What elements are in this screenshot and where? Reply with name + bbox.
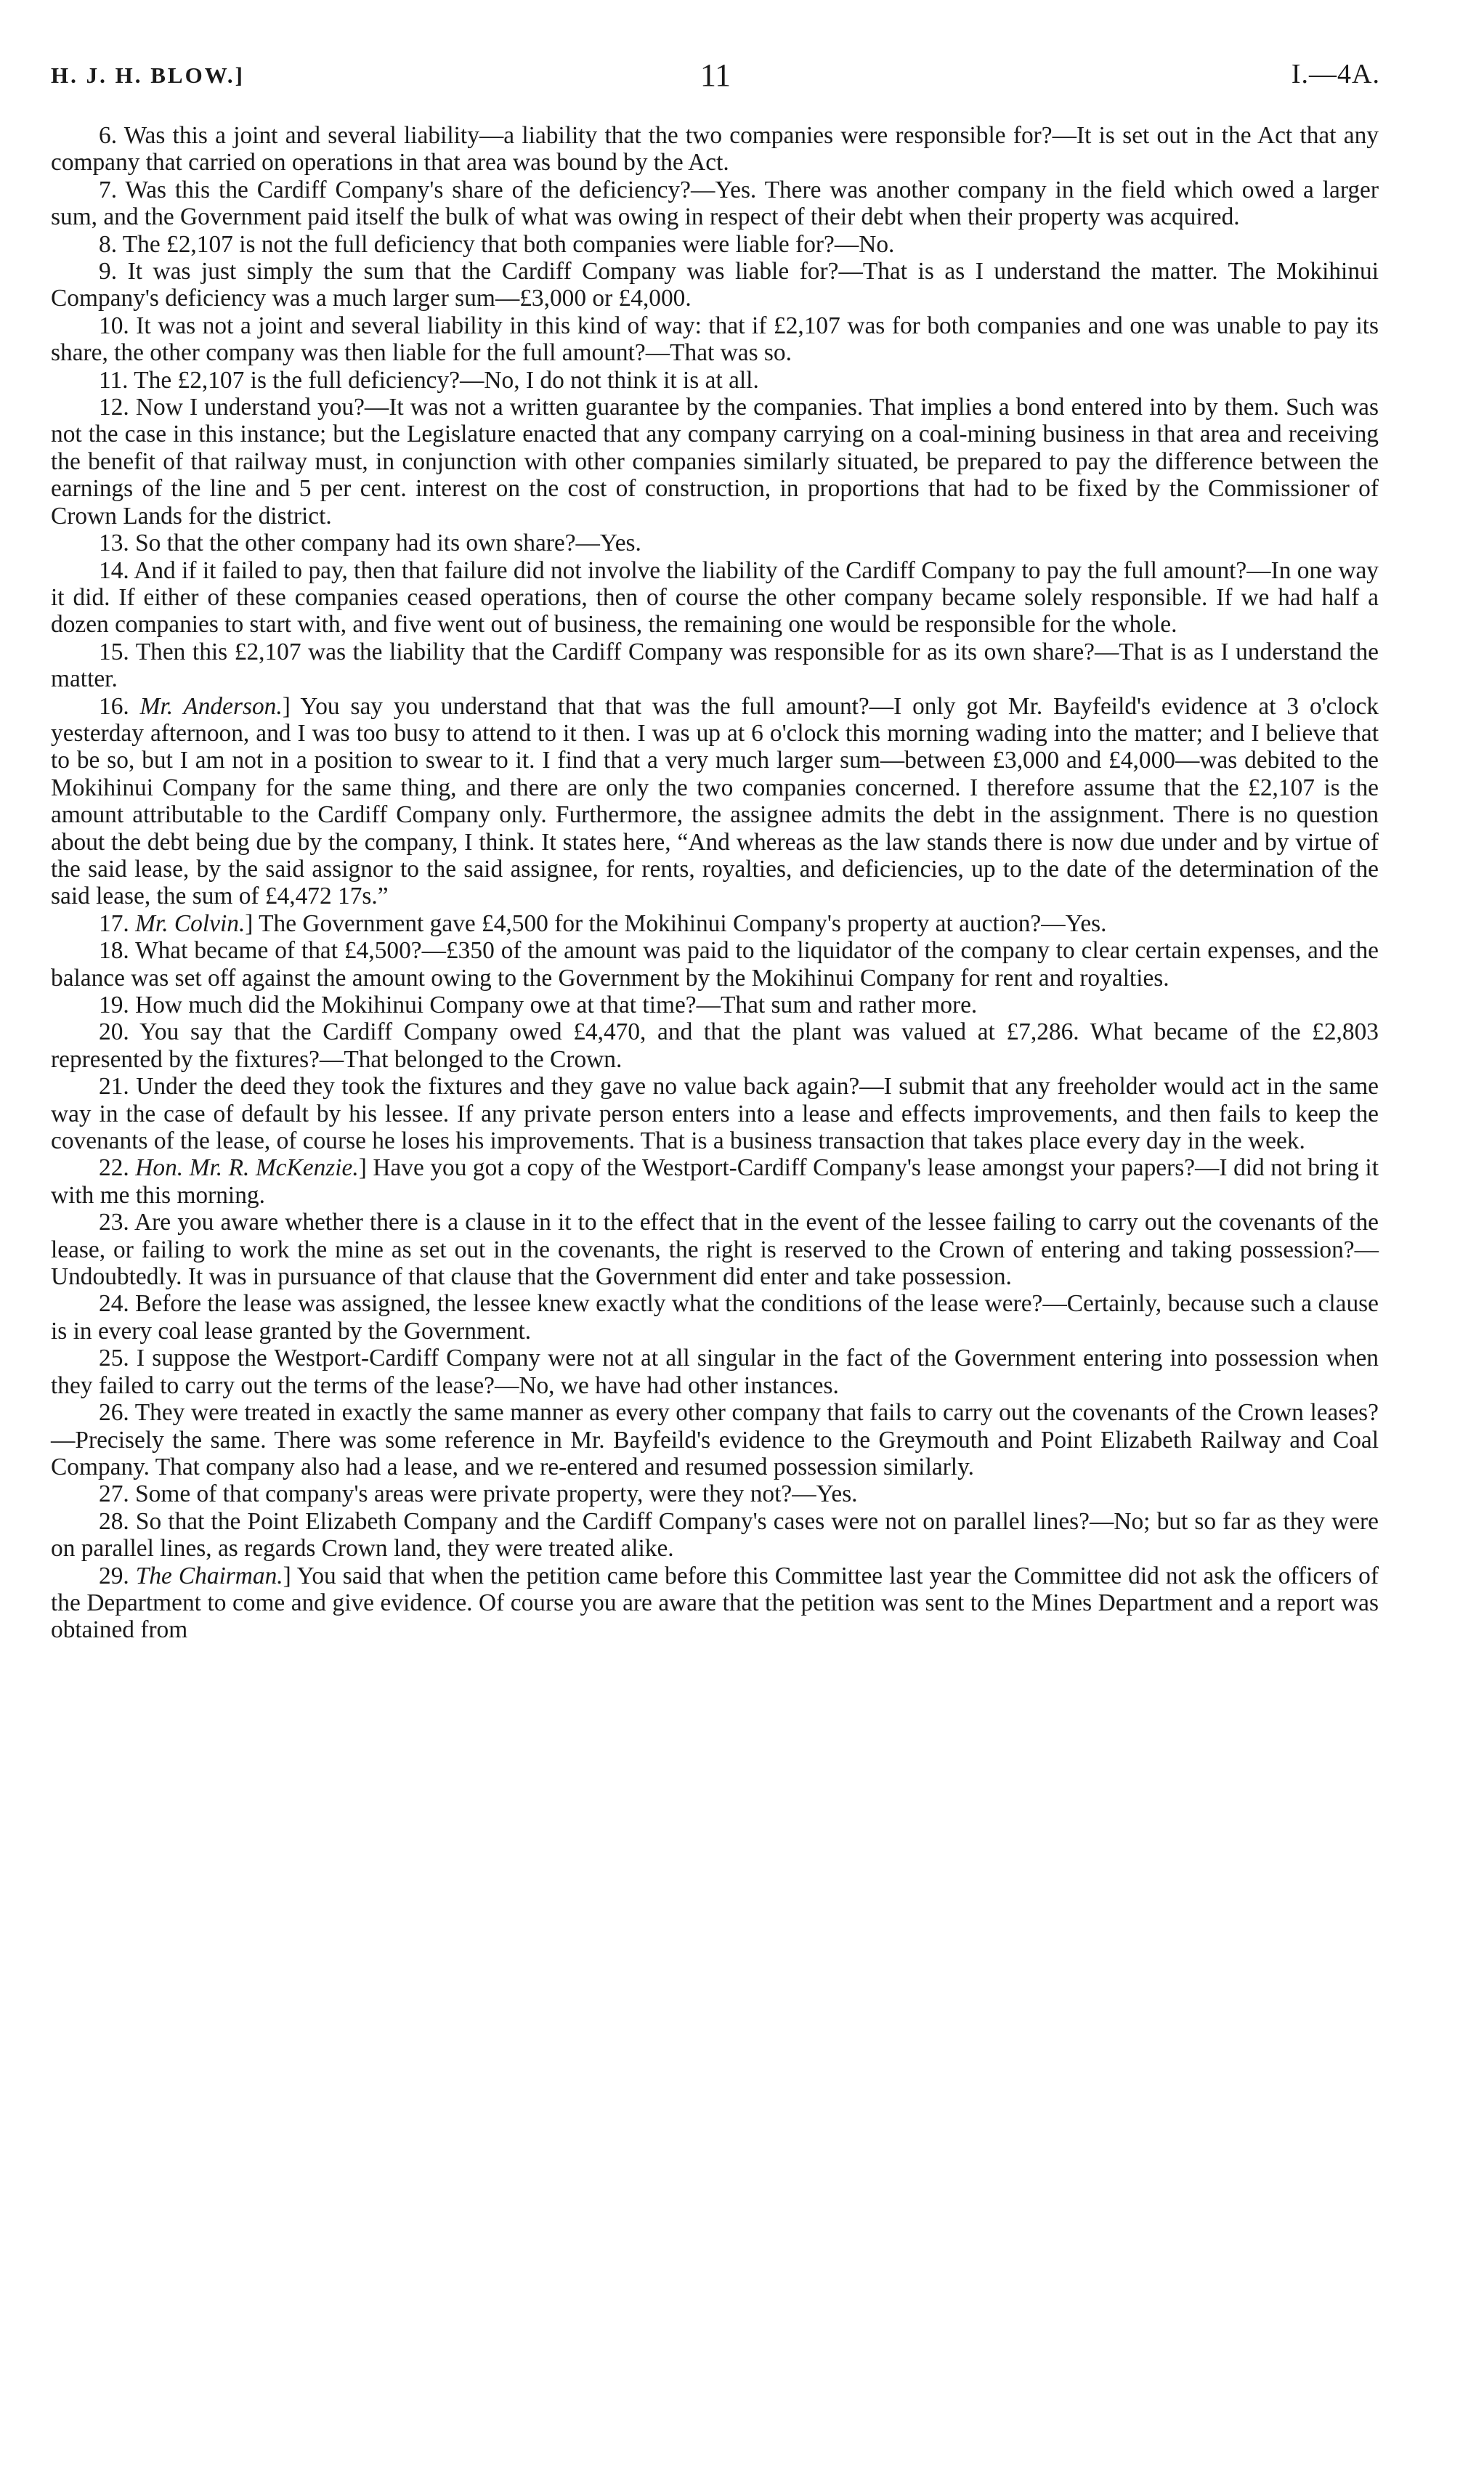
speaker-name: Hon. Mr. R. McKenzie.	[135, 1154, 359, 1182]
paragraph-23: 23. Are you aware whether there is a clause in it to the effect that in the event of the lessee failing to carry out the covenants of the lease, or failing to work the mine as set out in the covenants, the right is reserved to the Crown of entering and taking possession?—Undoubtedly. It was in pursuance of that clause that the Government did enter and take possession.	[51, 1209, 1379, 1291]
paragraph-text: ] The Government gave £4,500 for the Mokihinui Company's property at auction?—Yes.	[245, 909, 1107, 937]
evidence-body	[51, 122, 1379, 1644]
paragraph-12: 12. Now I understand you?—It was not a written guarantee by the companies. That implies a bond entered into by them. Such was not the case in this instance; but the Legislature enacted that any company carrying on a coal-mining business in that area and receiving the benefit of that railway must, in conjunction with other companies similarly situated, be prepared to pay the difference between the earnings of the line and 5 per cent. interest on the cost of construction, in proportions that had to be fixed by the Commissioner of Crown Lands for the district.	[51, 394, 1379, 530]
paragraph-27: 27. Some of that company's areas were private property, were they not?—Yes.	[99, 1480, 858, 1508]
speaker-name: Mr. Colvin.	[135, 909, 246, 937]
paragraph-20: 20. You say that the Cardiff Company owed £4,470, and that the plant was valued at £7,286. What became of the £2,803 represented by the fixtures?—That belonged to the Crown.	[51, 1018, 1379, 1073]
paragraph-18: 18. What became of that £4,500?—£350 of the amount was paid to the liquidator of the company to clear certain expenses, and the balance was set off against the amount owing to the Government by the Mokihinui Company for rent and royalties.	[51, 937, 1379, 992]
paragraph-13: 13. So that the other company had its own share?—Yes.	[99, 530, 641, 557]
document-reference: I.—4A.	[1291, 59, 1380, 89]
paragraph-22	[51, 1154, 1379, 1209]
speaker-name: The Chairman.	[135, 1562, 283, 1589]
paragraph-10: 10. It was not a joint and several liability in this kind of way: that if £2,107 was for both companies and one was unable to pay its share, the other company was then liable for the full amount?—That was so.	[51, 312, 1379, 367]
question-number: 17.	[99, 909, 129, 937]
paragraph-15: 15. Then this £2,107 was the liability that the Cardiff Company was responsible for as its own share?—That is as I understand the matter.	[51, 638, 1379, 693]
question-number: 22.	[99, 1154, 129, 1182]
paragraph-8: 8. The £2,107 is not the full deficiency that both companies were liable for?—No.	[99, 230, 895, 258]
paragraph-11: 11. The £2,107 is the full deficiency?—No, I do not think it is at all.	[99, 366, 759, 394]
paragraph-text: ] You said that when the petition came before this Committee last year the Committee did not ask the officers of the Department to come and give evidence. Of course you are aware that the petition was sent to the Mines Department and a report was obtained from	[51, 1562, 1379, 1644]
paragraph-21: 21. Under the deed they took the fixtures and they gave no value back again?—I submit that any freeholder would act in the same way in the case of default by his lessee. If any private person enters into a lease and effects improvements, and then fails to keep the covenants of the lease, of course he loses his improvements. That is a business transaction that takes place every day in the week.	[51, 1073, 1379, 1155]
paragraph-28: 28. So that the Point Elizabeth Company and the Cardiff Company's cases were not on parallel lines?—No; but so far as they were on parallel lines, as regards Crown land, they were treated alike.	[51, 1507, 1379, 1563]
paragraph-26: 26. They were treated in exactly the same manner as every other company that fails to carry out the covenants of the Crown leases?—Precisely the same. There was some reference in Mr. Bayfeild's evidence to the Greymouth and Point Elizabeth Railway and Coal Company. That company also had a lease, and we re-entered and resumed possession similarly.	[51, 1399, 1379, 1480]
page-number: 11	[700, 57, 731, 93]
paragraph-6: 6. Was this a joint and several liability—a liability that the two companies were responsible for?—It is set out in the Act that any company that carried on operations in that area was bound by the Act.	[51, 122, 1379, 177]
paragraph-text: ] Have you got a copy of the Westport-Cardiff Company's lease amongst your papers?—I did not bring it with me this morning.	[51, 1154, 1379, 1209]
paragraph-29	[51, 1563, 1379, 1644]
question-number: 29.	[99, 1562, 129, 1589]
question-number: 16.	[99, 692, 129, 720]
paragraph-text: ] You say you understand that that was the full amount?—I only got Mr. Bayfeild's evidence at 3 o'clock yesterday afternoon, and I was too busy to attend to it then. I was up at 6 o'clock this morning wading into the matter; and I believe that to be so, but I am not in a position to swear to it. I find that a very much larger sum—between £3,000 and £4,000—was debited to the Mokihinui Company for the same thing, and there are only the two companies concerned. I therefore assume that the £2,107 is the amount attributable to the Cardiff Company only. Furthermore, the assignee admits the debt in the assignment. There is no question about the debt being due by the company, I think. It states here, “And whereas as the law stands there is now due under and by virtue of the said lease, by the said assignor to the said assignee, for rents, royalties, and deficiencies, up to the date of the determination of the said lease, the sum of £4,472 17s.”	[51, 692, 1379, 910]
paragraph-19: 19. How much did the Mokihinui Company owe at that time?—That sum and rather more.	[99, 992, 978, 1018]
witness-name: H. J. H. BLOW.]	[51, 62, 245, 88]
paragraph-16	[51, 693, 1379, 910]
paragraph-9: 9. It was just simply the sum that the Cardiff Company was liable for?—That is as I understand the matter. The Mokihinui Company's deficiency was a much larger sum—£3,000 or £4,000.	[51, 258, 1379, 312]
paragraph-14: 14. And if it failed to pay, then that failure did not involve the liability of the Cardiff Company to pay the full amount?—In one way it did. If either of these companies ceased operations, then of course the other company became solely responsible. If we had half a dozen companies to start with, and five went out of business, the remaining one would be responsible for the whole.	[51, 556, 1379, 639]
paragraph-25: 25. I suppose the Westport-Cardiff Company were not at all singular in the fact of the Government entering into possession when they failed to carry out the terms of the lease?—No, we have had other instances.	[51, 1345, 1379, 1399]
paragraph-24: 24. Before the lease was assigned, the lessee knew exactly what the conditions of the lease were?—Certainly, because such a clause is in every coal lease granted by the Government.	[51, 1290, 1379, 1345]
paragraph-17	[51, 910, 1379, 937]
speaker-name: Mr. Anderson.	[139, 692, 283, 720]
page-header	[51, 57, 1380, 100]
paragraph-7: 7. Was this the Cardiff Company's share of the deficiency?—Yes. There was another company in the field which owed a larger sum, and the Government paid itself the bulk of what was owing in respect of their debt when their property was acquired.	[51, 176, 1379, 231]
